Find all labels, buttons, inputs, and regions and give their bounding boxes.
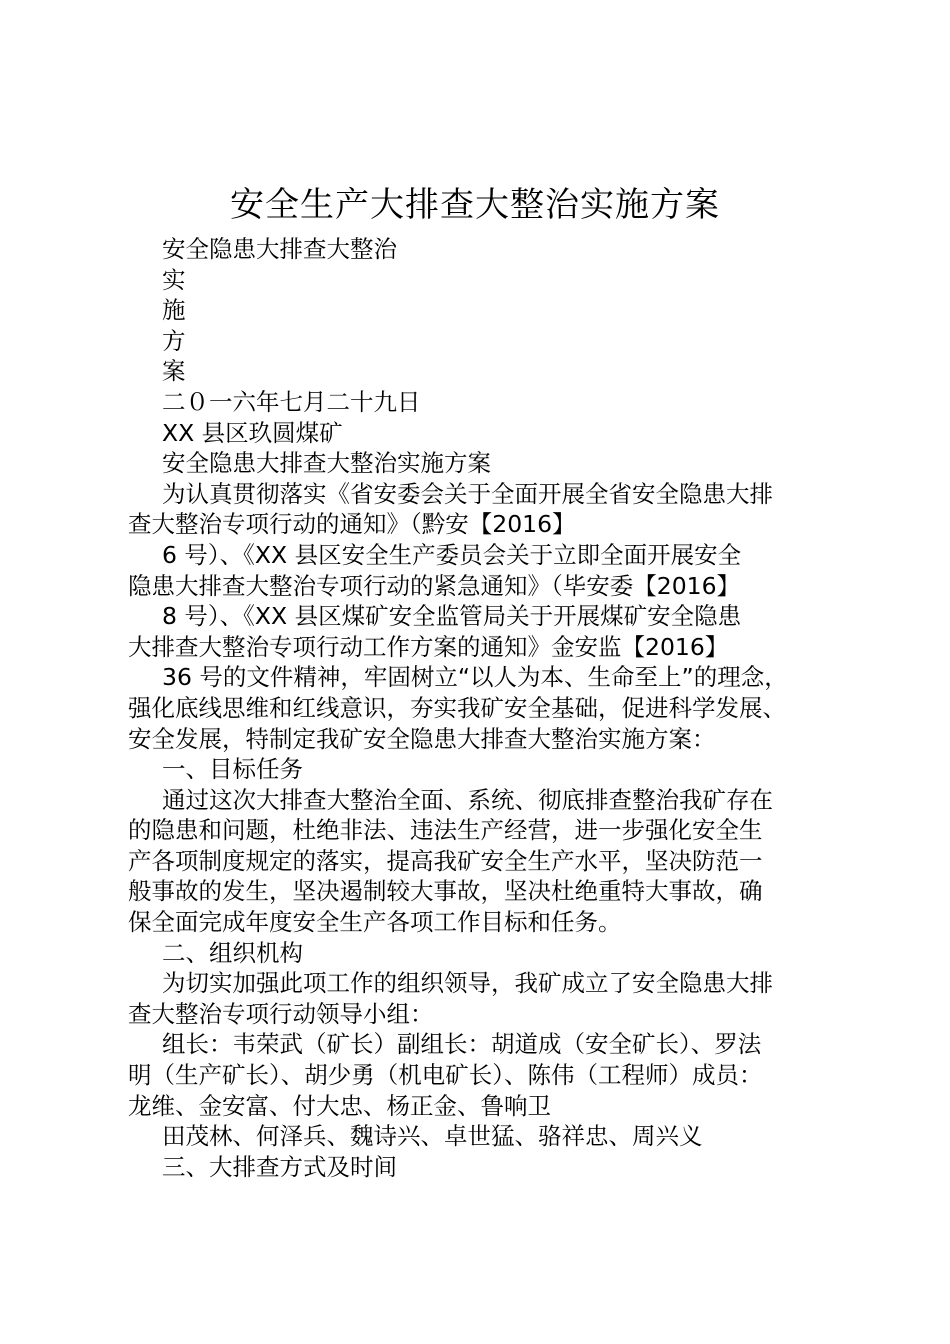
body-line: 大排查大整治专项行动工作方案的通知》金安监【2016】 <box>128 632 729 661</box>
body-line: 田茂林、何泽兵、魏诗兴、卓世猛、骆祥忠、周兴义 <box>162 1122 703 1151</box>
body-line: 实 <box>162 265 186 294</box>
body-line: 8 号）、《XX 县区煤矿安全监管局关于开展煤矿安全隐患 <box>162 602 742 631</box>
body-line: 强化底线思维和红线意识，夯实我矿安全基础，促进科学发展、 <box>128 693 786 722</box>
body-line: 组长：韦荣武（矿长）副组长：胡道成（安全矿长）、罗法 <box>162 1030 762 1059</box>
body-line: 36 号的文件精神，牢固树立“以人为本、生命至上”的理念， <box>162 663 788 692</box>
body-line: 明（生产矿长）、胡少勇（机电矿长）、陈伟（工程师）成员： <box>128 1061 763 1090</box>
body-line: 般事故的发生，坚决遏制较大事故，坚决杜绝重特大事故，确 <box>128 877 763 906</box>
body-line: 施 <box>162 296 186 325</box>
body-line: 安全隐患大排查大整治 <box>162 235 397 263</box>
document-body <box>128 234 840 1182</box>
body-line: 案 <box>162 357 186 386</box>
body-line: 龙维、金安富、付大忠、杨正金、鲁响卫 <box>128 1091 551 1120</box>
body-line: 一、目标任务 <box>162 755 303 784</box>
body-line: 安全隐患大排查大整治实施方案 <box>162 449 491 478</box>
body-line: 二、组织机构 <box>162 938 303 967</box>
body-line: 三、大排查方式及时间 <box>162 1152 397 1181</box>
body-line: 为切实加强此项工作的组织领导，我矿成立了安全隐患大排 <box>162 969 773 998</box>
body-line: 隐患大排查大整治专项行动的紧急通知》（毕安委【2016】 <box>128 571 741 600</box>
body-line: 产各项制度规定的落实，提高我矿安全生产水平，坚决防范一 <box>128 846 763 875</box>
body-line: 查大整治专项行动的通知》（黔安【2016】 <box>128 510 576 539</box>
body-line: XX 县区玖圆煤矿 <box>162 418 343 447</box>
body-line: 保全面完成年度安全生产各项工作目标和任务。 <box>128 908 622 937</box>
body-line: 安全发展，特制定我矿安全隐患大排查大整治实施方案： <box>128 724 716 753</box>
body-line: 查大整治专项行动领导小组： <box>128 999 434 1028</box>
body-line: 通过这次大排查大整治全面、系统、彻底排查整治我矿存在 <box>162 785 773 814</box>
body-line: 6 号）、《XX 县区安全生产委员会关于立即全面开展安全 <box>162 540 742 569</box>
body-line: 方 <box>162 326 186 355</box>
body-line: 的隐患和问题，杜绝非法、违法生产经营，进一步强化安全生 <box>128 816 763 845</box>
body-line: 为认真贯彻落实《省安委会关于全面开展全省安全隐患大排 <box>162 479 773 508</box>
document-title: 安全生产大排查大整治实施方案 <box>230 185 720 225</box>
body-line: 二０一六年七月二十九日 <box>162 387 421 416</box>
